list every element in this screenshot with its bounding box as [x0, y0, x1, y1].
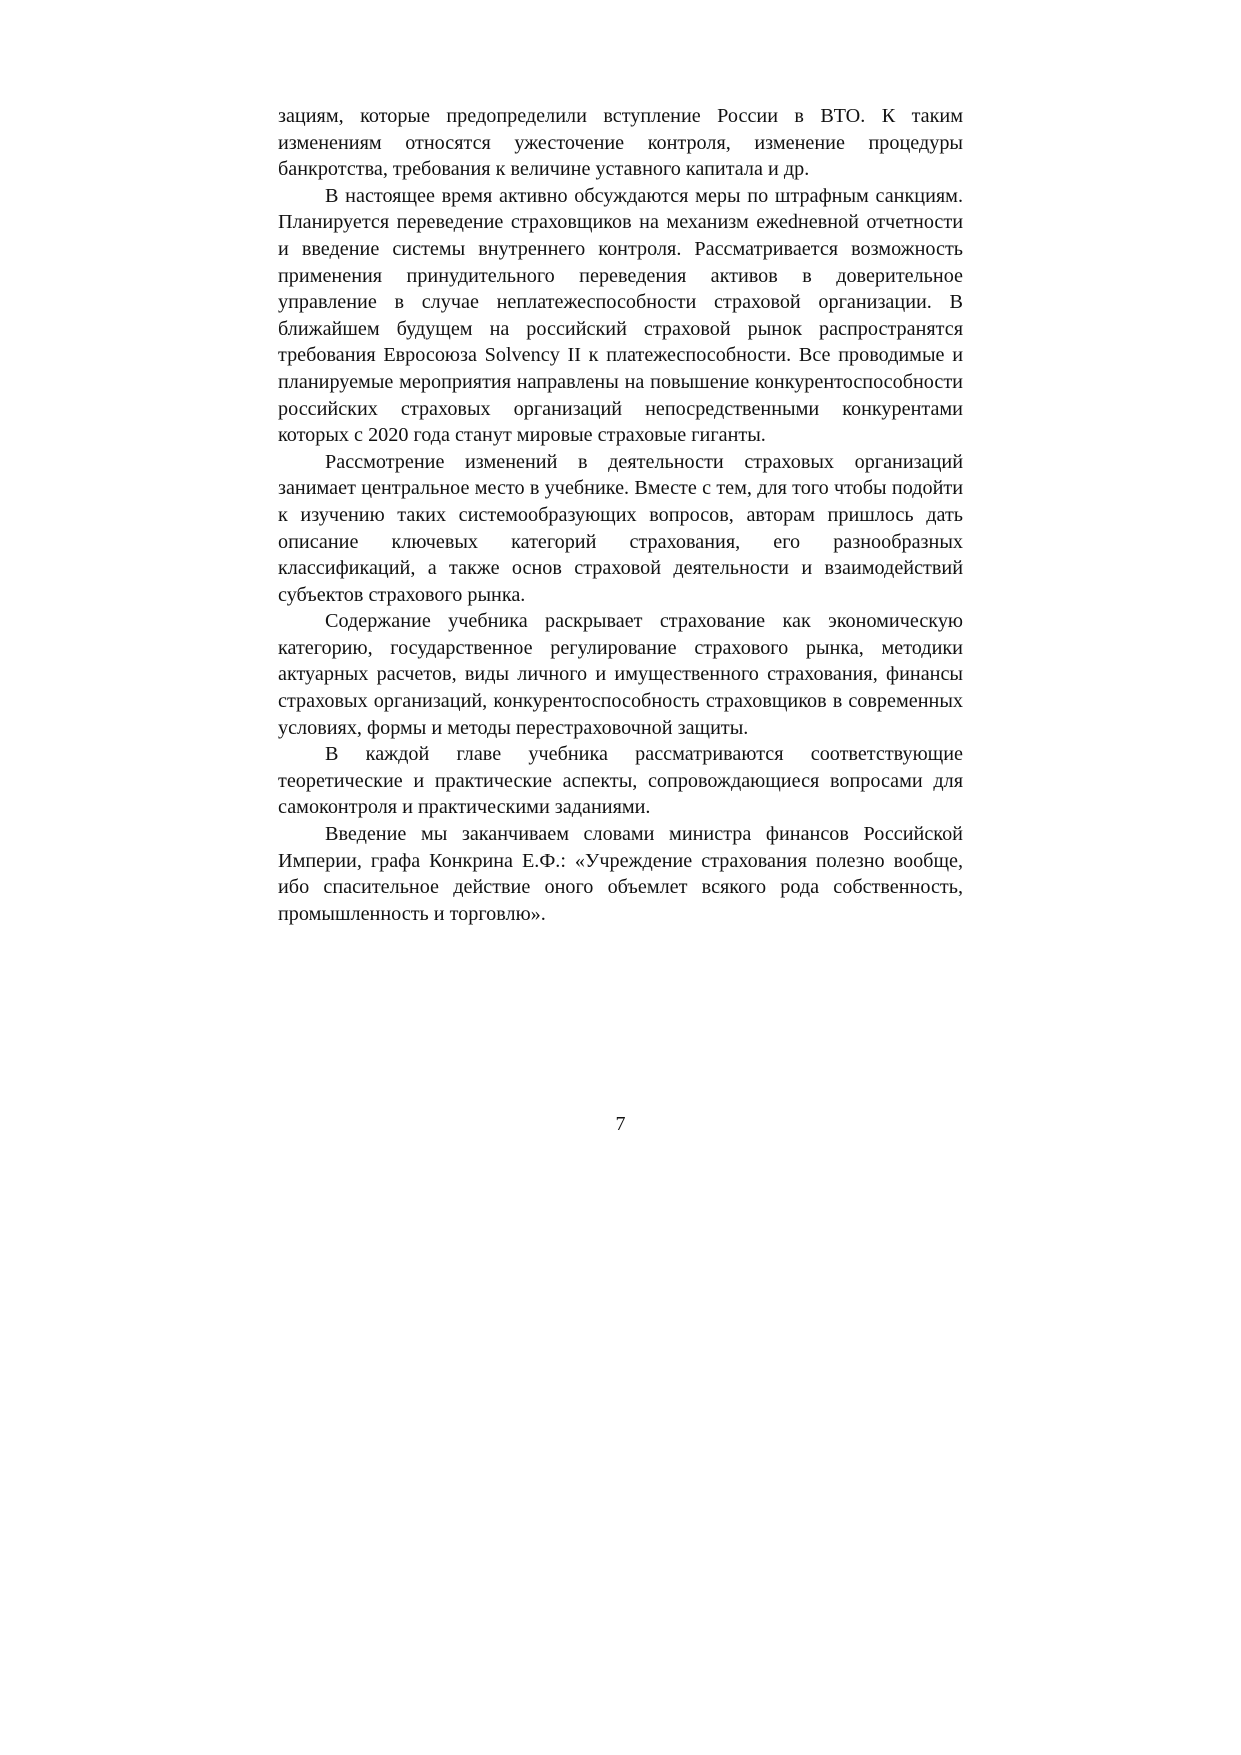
paragraph-2: В настоящее время активно обсуждаются меры по штрафным санкциям. Планируется переведение страховщиков на механизм ежеdневной отчетности и введение системы внутреннего контроля. Рассматривается возможность применения принудительного переведения активов в доверительное управление в случае неплатежеспособности страховой организации. В ближайшем будущем на российский страховой рынок распространятся требования Евросоюза Solvency II к платежеспособности. Все проводимые и планируемые мероприятия направлены на повышение конкурентоспособности российских страховых организаций непосредственными конкурентами которых с 2020 года станут мировые страховые гиганты.: [278, 184, 963, 447]
paragraph-3: Рассмотрение изменений в деятельности страховых организаций занимает центральное место в учебнике. Вместе с тем, для того чтобы подойти к изучению таких системообразующих вопросов, авторам пришлось дать описание ключевых категорий страхования, его разнообразных классификаций, а также основ страховой деятельности и взаимодействий субъектов страхового рынка.: [278, 450, 963, 606]
body-text: [278, 103, 963, 927]
paragraph-1: зациям, которые предопределили вступление России в ВТО. К таким изменениям относятся ужесточение контроля, изменение процедуры банкротства, требования к величине уставного капитала и др.: [278, 105, 963, 181]
paragraph-5: В каждой главе учебника рассматриваются соответствующие теоретические и практические аспекты, сопровождающиеся вопросами для самоконтроля и практическими заданиями.: [278, 743, 963, 819]
page-number: 7: [615, 1113, 626, 1135]
paragraph-6: Введение мы заканчиваем словами министра финансов Российской Империи, графа Конкрина Е.Ф.: «Учреждение страхования полезно вообще, ибо спасительное действие оного объемлет всякого рода собственность, промышленность и торговлю».: [278, 823, 963, 925]
paragraph-4: Содержание учебника раскрывает страхование как экономическую категорию, государственное регулирование страхового рынка, методики актуарных расчетов, виды личного и имущественного страхования, финансы страховых организаций, конкурентоспособность страховщиков в современных условиях, формы и методы перестраховочной защиты.: [278, 610, 963, 739]
